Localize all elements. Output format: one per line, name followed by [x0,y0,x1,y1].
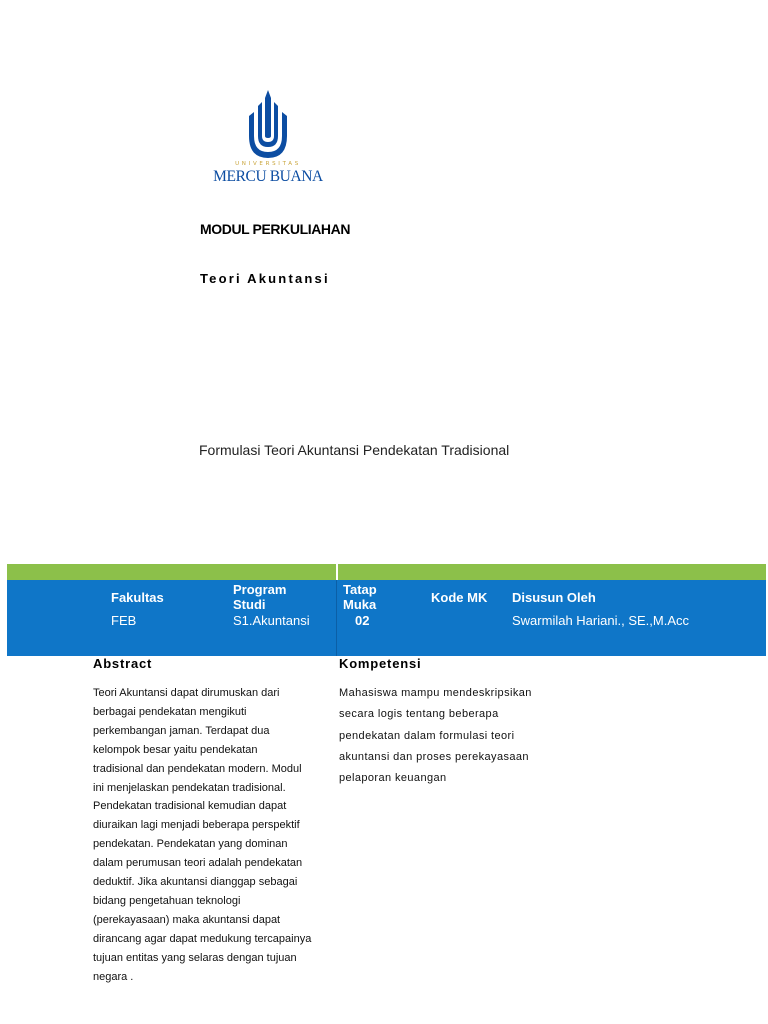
tatap-muka-value: 02 [355,613,370,628]
mercu-buana-tower-icon [245,90,291,160]
abstract-line: berbagai pendekatan mengikuti [93,705,247,718]
disusun-oleh-label: Disusun Oleh [512,590,596,605]
fakultas-value: FEB [111,613,137,628]
kompetensi-line: Mahasiswa mampu mendeskripsikan [339,687,532,699]
program-studi-value: S1.Akuntansi [233,613,310,628]
abstract-line: tradisional dan pendekatan modern. Modul [93,762,302,775]
abstract-line: ini menjelaskan pendekatan tradisional. [93,781,286,794]
logo-university-word: UNIVERSITAS [235,161,301,167]
module-topic: Formulasi Teori Akuntansi Pendekatan Tradisional [199,442,510,458]
university-logo [200,88,336,192]
kompetensi-line: secara logis tentang beberapa [339,708,499,721]
abstract-line: negara . [93,970,134,983]
tatap-muka-label: Tatap Muka [343,582,377,612]
kode-mk-label: Kode MK [431,590,488,605]
kompetensi-line: akuntansi dan proses perekayasaan [339,750,529,763]
abstract-line: diuraikan lagi menjadi beberapa perspektif [93,819,300,832]
abstract-line: dalam perumusan teori adalah pendekatan [93,857,303,870]
abstract-line: tujuan entitas yang selaras dengan tujuan [93,951,297,964]
abstract-line: bidang pengetahuan teknologi [93,894,241,907]
kompetensi-line: pelaporan keuangan [339,772,447,785]
abstract-line: deduktif. Jika akuntansi dianggap sebagai [93,876,298,889]
abstract-title: Abstract [93,656,153,671]
info-band-divider [336,564,338,580]
info-band-divider [336,580,337,656]
abstract-line: dirancang agar dapat medukung tercapainya [93,932,312,945]
abstract-line: Pendekatan tradisional kemudian dapat [93,800,287,813]
abstract-line: (perekayasaan) maka akuntansi dapat [93,913,281,926]
abstract-body [93,684,333,987]
kompetensi-title: Kompetensi [339,656,422,671]
course-title: Teori Akuntansi [200,271,330,286]
logo-university-name: MERCU BUANA [213,168,323,185]
program-studi-label: Program Studi [233,582,287,612]
abstract-line: pendekatan. Pendekatan yang dominan [93,838,288,851]
kompetensi-body [339,683,579,789]
fakultas-label: Fakultas [111,590,164,605]
abstract-line: kelompok besar yaitu pendekatan [93,743,258,756]
abstract-line: perkembangan jaman. Terdapat dua [93,724,270,737]
kompetensi-line: pendekatan dalam formulasi teori [339,729,515,742]
info-band-green [7,564,766,580]
module-label: MODUL PERKULIAHAN [200,221,351,237]
abstract-line: Teori Akuntansi dapat dirumuskan dari [93,687,280,699]
disusun-oleh-value: Swarmilah Hariani., SE.,M.Acc [512,613,689,628]
